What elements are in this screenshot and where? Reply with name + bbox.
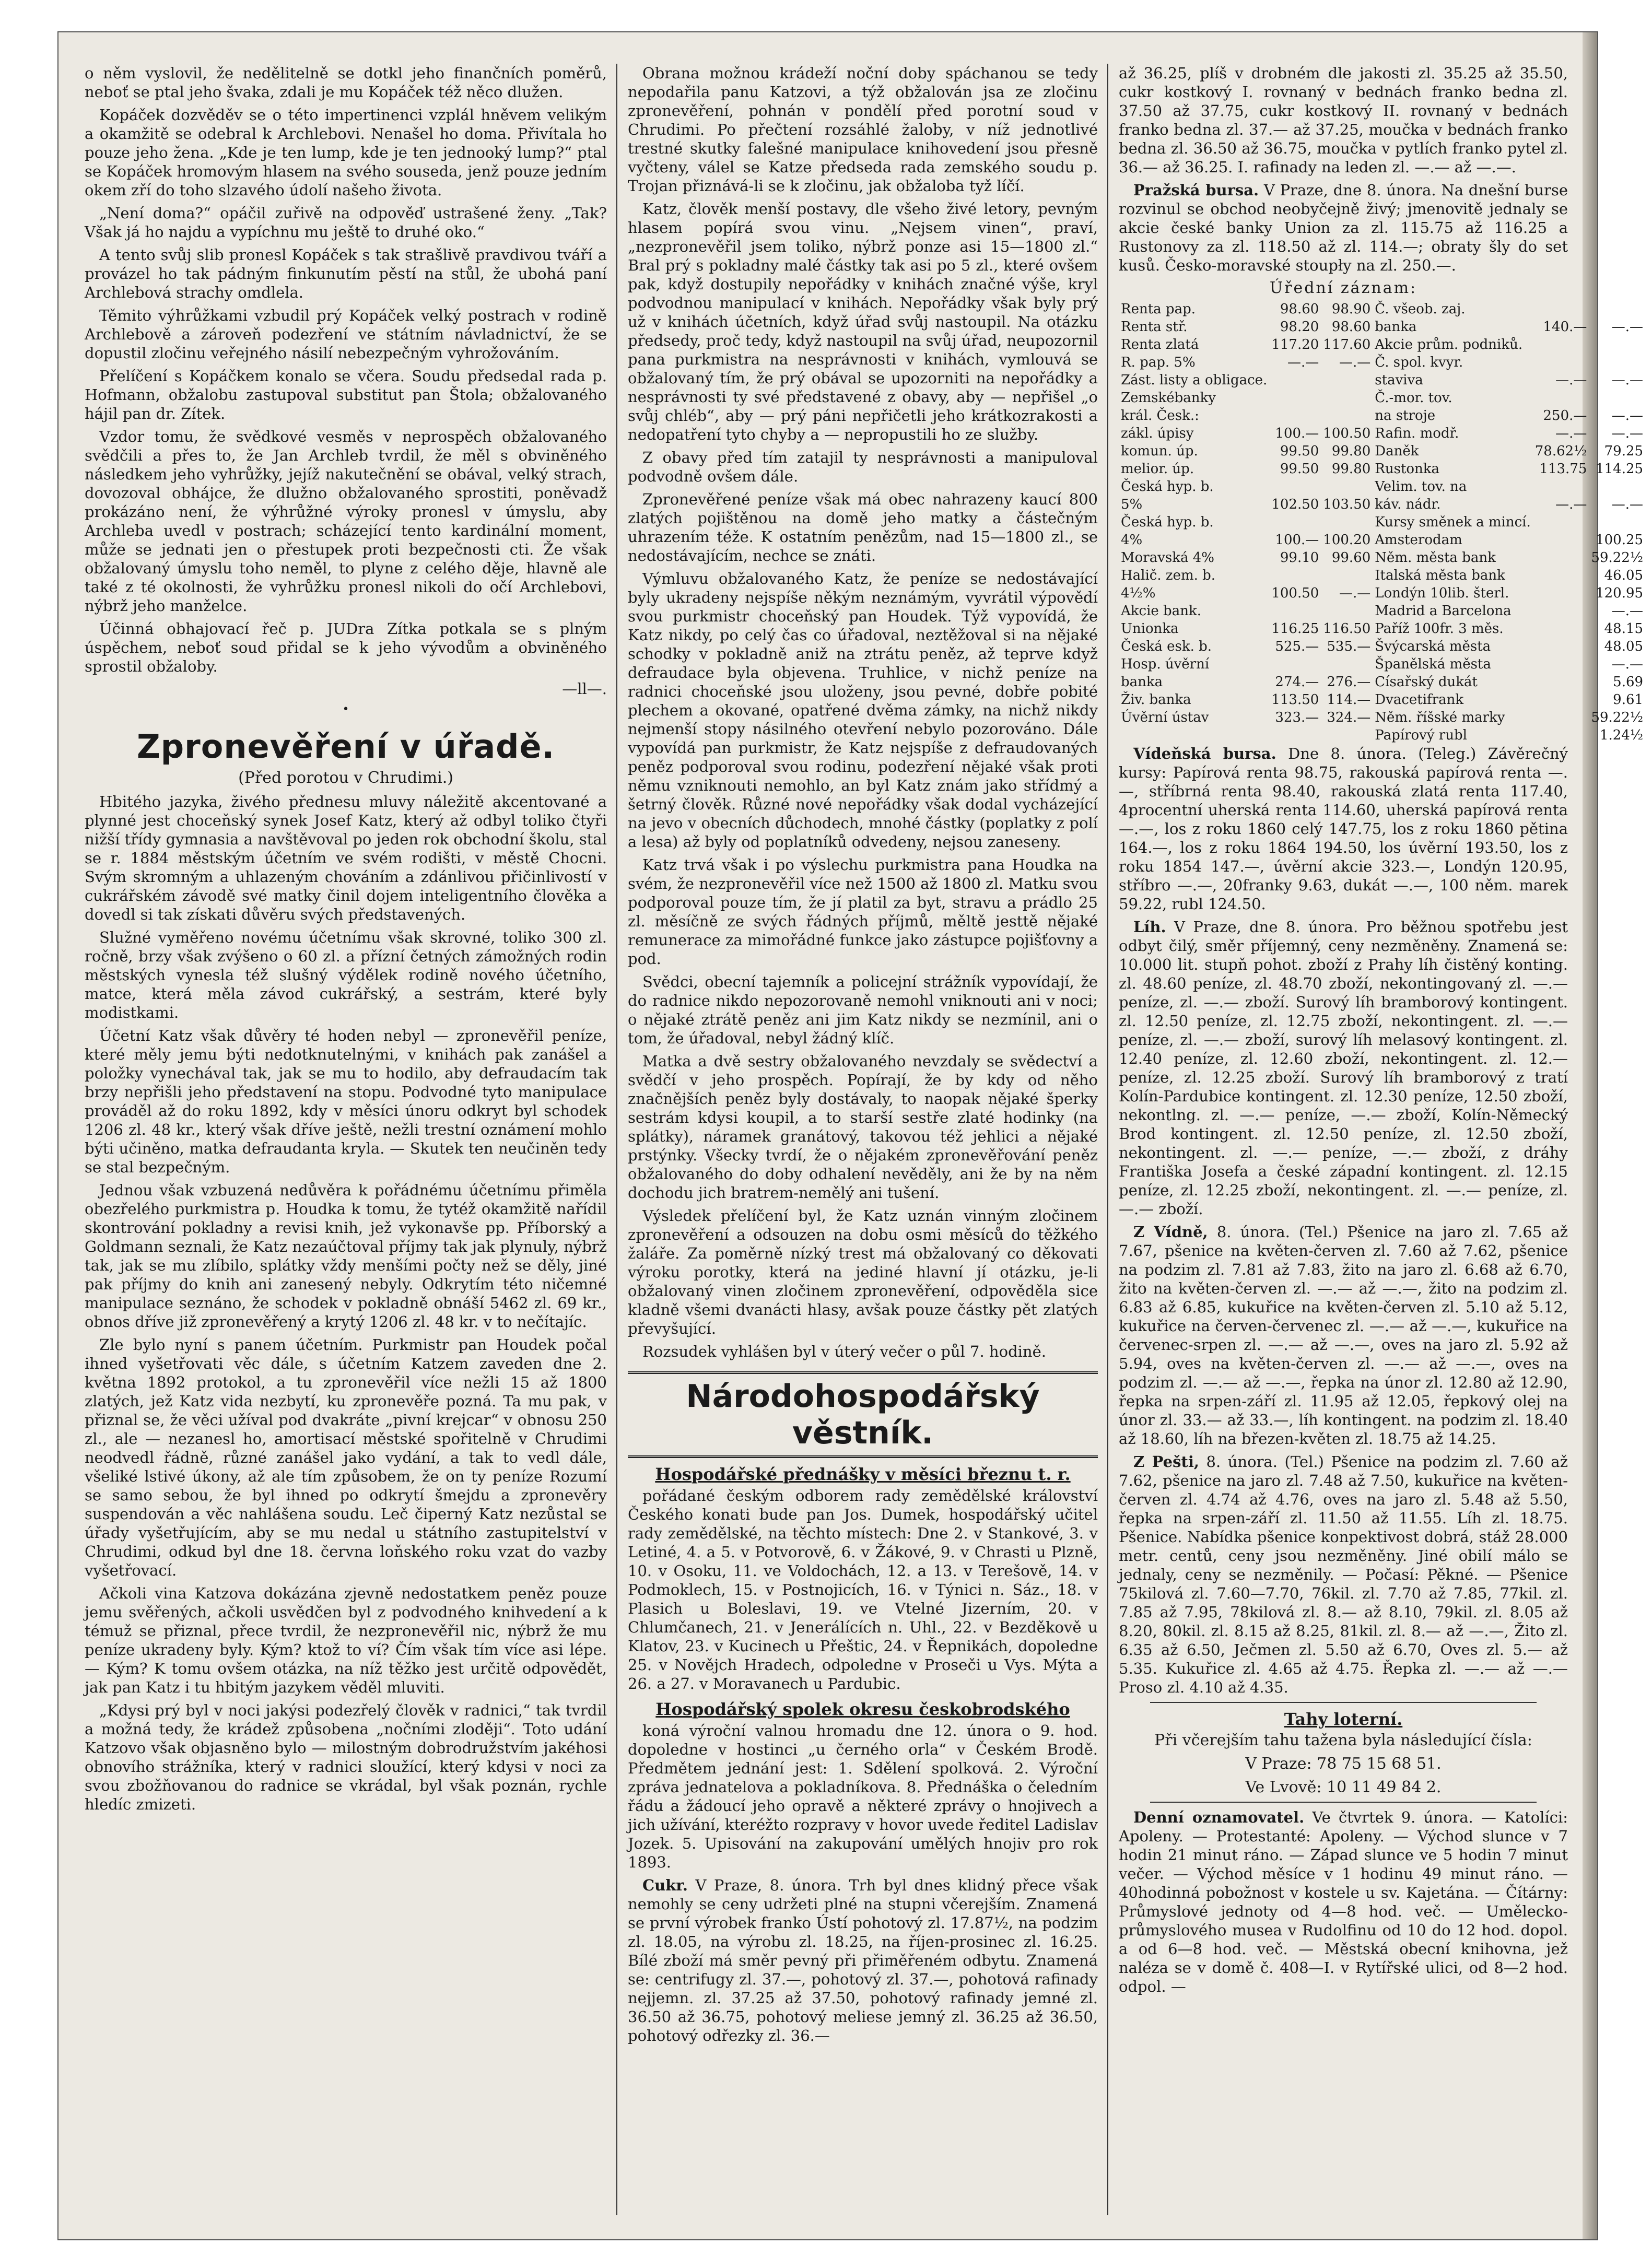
quote-row [1119,549,1645,567]
quote-cell [1269,726,1321,744]
quote-cell [1321,513,1373,531]
quote-cell [1269,389,1321,407]
quote-cell: R. pap. 5% [1121,355,1196,370]
quote-cell [1589,513,1645,531]
quote-row [1119,371,1645,389]
column-3 [1119,64,1644,2220]
lottery-text: Při včerejším tahu tažena byla následující čísla: [1154,1731,1532,1749]
quote-cell: 5.69 [1613,674,1644,690]
quote-cell: 98.60 [1280,301,1319,317]
quote-cell [1533,567,1589,584]
column-rule-1 [616,64,617,2215]
column-1 [85,64,607,2220]
quote-row [1119,300,1645,318]
quote-cell: 114.— [1327,692,1371,708]
quote-cell: Moravská 4% [1121,550,1215,566]
quote-cell: 113.75 [1539,461,1587,477]
notice-text: koná výroční valnou hromadu dne 12. února o 9. hod. dopoledne v hostinci „u černého orla“ v Českém Brodě. Předmětem jednání jest: 1. Sdělení spolková. 2. Výroční zpráva jednatelova a pokladníkova. 8. Přednáška o čeledním řádu a žádoucí jeho opravě a některé zprávy o hnojivech a jich užívání, kteréžto rozpravy v hovor uvede ředitel Ladislav Jozek. 5. Upisování na zakupování umělých hnojiv pro rok 1893. [628,1722,1098,1871]
quote-cell: —.— [1287,355,1319,370]
article-paragraph: Kopáček dozvěděv se o této impertinenci vzplál hněvem velikým a okamžitě se odebral k Archlebovi. Nenašel ho doma. Přivítala ho pouze jeho žena. „Kde je ten lump, kde je ten jednooký lump?“ ptal se Kopáček hromovým hlasem na svého souseda, jenž pouze jedním okem zří do toho slzavého údolí našeho života. [85,106,607,199]
quote-cell [1533,336,1589,354]
quote-cell: zákl. úpisy [1121,426,1194,441]
quote-cell: banka [1121,674,1163,690]
quote-cell: Renta pap. [1121,301,1196,317]
quote-cell: Živ. banka [1121,692,1191,708]
quote-cell: komun. úp. [1121,443,1198,459]
article-paragraph: „Není doma?“ opáčil zuřivě na odpověď ustrašené ženy. „Tak? Však já ho najdu a vypíchnu mu ještě to druhé oko.“ [85,204,607,241]
quote-cell: Daněk [1375,443,1419,459]
market-text [1119,918,1568,1218]
quote-cell [1533,478,1589,496]
quote-row [1119,442,1645,460]
quote-cell: 120.95 [1596,585,1644,601]
quote-cell: —.— [1611,426,1644,441]
quote-cell: —.— [1611,603,1644,619]
article-paragraph: Vzdor tomu, že svědkové vesměs v neprospěch obžalovaného svědčili a přes to, že Jan Archleb tvrdil, že měl s obviněného následkem jeho vyhrůžky, jejíž nakutečnění se obával, velký strach, dovozoval obhájce, že dlužno obžalovaného sprostiti, poněvadž prokázáno není, že výhrůžné výroky pronesl v úmyslu, aby Archleba uvedl v postrach; scházející tento kardinální moment, může se jednati jen o přestupek proti bezpečnosti cti. Že však obžalovaný úmyslu toho neměl, to plyne z celého děje, hlavně ale také z té okolnosti, že vyhrůžku pronesl nikoli do očí Archlebovi, nýbrž jeho manželce. [85,428,607,615]
market-text [1119,744,1568,913]
quote-cell: Česká hyp. b. [1121,514,1214,530]
quote-cell: 116.50 [1323,621,1371,637]
article-paragraph: Hbitého jazyka, živého přednesu mluvy náležitě akcentované a plynné jest choceňský synek Josef Katz, který až odbyl toliko čtyři nižší třídy gymnasia a navštěvoval po jeden rok obchodní školu, stal se r. 1884 městským účetním ve svém rodišti, v městě Chocni. Svým skromným a uhlazeným chováním a zdánlivou přičinlivostí v cukrářském závodě své matky činil dojem inteligentního člověka a dovedl si tak získati důvěru svých představených. [85,793,607,923]
quote-cell [1533,620,1589,638]
daily-title: Denní oznamovatel. [1133,1808,1305,1826]
article-paragraph: Služné vyměřeno novému účetnímu však skrovné, toliko 300 zl. ročně, brzy však zvýšeno o 60 zl. a přízní četných zámožných rodin městských vynesla též slušný výdělek rodině nového účetního, matce, která měla závod cukrářský, a sestrám, které byly modistkami. [85,929,607,1021]
quote-cell: 48.05 [1604,639,1644,654]
notice-title: Hospodářský spolek okresu českobrodského [655,1699,1070,1719]
quote-cell [1321,371,1373,389]
market-text [1119,1223,1568,1448]
article-paragraph: A tento svůj slib pronesl Kopáček s tak strašlivě pravdivou tváří a provázel ho tak pádným finkunutím pěstí na stůl, že ubohá paní Archlebová strachy omdlela. [85,246,607,301]
quote-cell: Akcie prům. podniků. [1375,337,1523,352]
article-headline: Zpronevěření v úřadě. [136,727,555,766]
article-paragraph: Rozsudek vyhlášen byl v úterý večer o půl 7. hodině. [642,1343,1046,1360]
quote-cell: 98.60 [1331,319,1371,335]
quote-cell [1533,513,1589,531]
quote-row [1119,655,1645,673]
quote-cell: 116.25 [1271,621,1319,637]
quote-row [1119,336,1645,354]
article-paragraph: Ačkoli vina Katzova dokázána zjevně nedostatkem peněz pouze jemu svěřených, ačkoli usvědčen byl z podvodného knihvedení a k témuž se přiznal, přece tvrdil, že nezpronevěřil nic, nýbrž že mu peníze ukradeny byly. Kým? ktož to ví? Čím však tím více asi lépe. — Kým? K tomu ovšem otázka, na níž těžko jest určitě odpovědět, jak pan Katz i tu hbitým jazykem věděl mluviti. [85,1584,607,1696]
quote-row [1119,602,1645,620]
quote-cell: 114.25 [1596,461,1644,477]
quote-cell: Italská města bank [1375,568,1505,583]
market-title: Líh. [1133,918,1166,936]
notice-title: Hospodářské přednášky v měsíci březnu t. r. [655,1464,1071,1484]
quote-cell: 4½% [1121,585,1156,601]
quote-cell [1533,638,1589,655]
section-separator: • [342,703,349,716]
quote-cell [1269,655,1321,673]
quote-row [1119,531,1645,549]
quote-row [1119,354,1645,371]
quote-cell: 100.25 [1596,532,1644,548]
quote-cell: Císařský dukát [1375,674,1478,690]
quote-cell: 274.— [1275,674,1319,690]
article-paragraph: Přelíčení s Kopáčkem konalo se včera. Soudu předsedal rada p. Hofmann, obžalobu zastupoval substitut pan Štola; obžalovaného hájil pan dr. Zítek. [85,367,607,422]
quote-row [1119,567,1645,584]
quote-cell: Kursy směnek a mincí. [1375,514,1531,530]
quote-cell: 324.— [1327,710,1371,725]
quotes-title: Úřední záznam: [1269,279,1417,297]
quote-cell [1533,389,1589,407]
market-text [1119,1452,1568,1697]
article-signature: —ll—. [562,680,607,698]
quote-cell: na stroje [1375,408,1436,424]
quote-cell: Česká hyp. b. [1121,479,1214,495]
quote-cell: Česká esk. b. [1121,639,1212,654]
article-paragraph: Účinná obhajovací řeč p. JUDra Zítka potkala se s plným úspěchem, neboť soud přidal se k jeho vývodům a obviněného sprostil obžaloby. [85,620,607,675]
quote-cell: Akcie bank. [1121,603,1201,619]
quote-row [1119,673,1645,691]
quote-row [1119,407,1645,425]
quote-cell: —.— [1555,426,1587,441]
quote-cell: banka [1375,319,1417,335]
quote-cell: Unionka [1121,621,1179,637]
article-paragraph: Matka a dvě sestry obžalovaného nevzdaly se svědectví a svědčí v jeho prospěch. Popírají, že by kdy od něho značnějších peněz byly dostávaly, to naopak nějaké šperky sestrám kdysi koupil, a to starší sestře zlaté hodinky (na splátky), náramek granátový, takovou též jehlici a nějaké prstýnky. Všecky tvrdí, že o nějakém zpronevěřování peněz obžalovaného do doby odhalení nevěděly, ani že by na něm dochodu jich bratrem-nemělý ani tušení. [628,1052,1098,1202]
market-body: 8. února. (Tel.) Pšenice na jaro zl. 7.65 až 7.67, pšenice na květen-červen zl. 7.60 až 7.62, pšenice na podzim zl. 7.81 až 7.83, žito na jaro zl. 6.68 až 6.70, žito na květen-červen zl. —.— až —.—, žito na podzim zl. 6.83 až 6.85, kukuřice na květen-červen zl. 5.10 až 5.12, kukuřice na červen-červenec zl. —.— až —.—, kukuřice na červenec-srpen zl. —.— až —.—, oves na jaro zl. 5.92 až 5.94, oves na květen-červen zl. —.— až —.—, oves na podzim zl. —.— až —.—, řepka na únor zl. 12.80 až 12.90, řepka na srpen-září zl. 11.95 až 12.05, řepkový olej na únor zl. 33.— až 33.—, líh kontingent. na podzim zl. 18.40 až 18.60, líh na březen-květen zl. 18.75 až 14.25. [1119,1223,1568,1448]
quote-cell: 59.22½ [1591,550,1644,566]
quote-cell [1269,602,1321,620]
quote-cell: Zást. listy a obligace. [1121,372,1268,388]
quote-cell: 99.60 [1331,550,1371,566]
quote-cell: 78.62½ [1534,443,1587,459]
quote-cell: Zemskébanky [1121,390,1216,406]
quote-cell [1533,726,1589,744]
quote-row [1119,318,1645,336]
quote-cell [1269,407,1321,425]
article-paragraph: Jednou však vzbuzená nedůvěra k pořádnému účetnímu přiměla obezřelého purkmistra p. Houdka k tomu, že tytéž okamžitě nařídil skontrování pokladny a revisi knih, jež vykonavše pp. Příborský a Goldmann seznali, že Katz nezaúčtoval příjmy tak jak plynuly, nýbrž tak, jak se mu zlíbilo, splátky vždy menšími počty než se děly, jiné pak příjmy do knih ani zanesený nebyly. Odkrytím této ničemné manipulace seznáno, že schodek v pokladně obnáší 5462 zl. 69 kr., obnos dříve již zpronevěřený a krytý 1206 zl. 48 kr. v to nečítajíc. [85,1181,607,1331]
market-title: Vídeňská bursa. [1133,745,1276,762]
quote-row [1119,425,1645,442]
quote-cell: 46.05 [1604,568,1644,583]
quote-cell: —.— [1611,656,1644,672]
quote-cell [1533,691,1589,709]
quote-cell: 98.20 [1280,319,1319,335]
quote-cell: —.— [1611,319,1644,335]
quote-cell [1321,407,1373,425]
lottery-prague: V Praze: 78 75 15 68 51. [1245,1755,1442,1773]
quote-cell: —.— [1611,408,1644,424]
quote-cell [1589,389,1645,407]
quote-cell: 250.— [1543,408,1587,424]
quote-cell: Č. spol. kvyr. [1375,355,1463,370]
quotes-table [1119,300,1645,744]
market-title: Z Pešti, [1133,1453,1199,1471]
market-text: až 36.25, plíš v drobném dle jakosti zl. 35.25 až 35.50, cukr kostkový I. rovnaný v bednách franko bedna zl. 37.50 až 37.75, cukr kostkový II. rovnaný v bednách franko bedna zl. 37.— až 37.25, moučka v bednách franko bedna zl. 36.50 až 36.75, moučka v pytlích franko pytel zl. 36.— až 36.25. I. rafinady na leden zl. —.— až —.—. [1119,64,1568,176]
article-paragraph: Výsledek přelíčení byl, že Katz uznán vinným zločinem zpronevěření a odsouzen na dobu osmi měsíců do těžkého žaláře. Za poměrně nízký trest má obžalovaný co děkovati výroku porotky, která na jediné hlavní jí otázku, je-li obžalovaný vinen zločinem zpronevěření, odpověděla sice kladně všemi dvanácti hlasy, avšak pouze částky pět zlatých převyšující. [628,1207,1098,1337]
quote-cell [1269,371,1321,389]
quote-cell: Švýcarská města [1375,639,1491,654]
market-title: Pražská bursa. [1133,181,1259,199]
quote-cell: káv. nádr. [1375,497,1441,512]
market-body: Dne 8. února. (Teleg.) Závěrečný kursy: Papírová renta 98.75, rakouská papírová renta —.—, stříbrná renta 98.40, rakouská zlatá renta 117.40, 4procentní uherská renta 114.60, uherská papírová renta —.—, los z roku 1860 celý 147.75, los z roku 1860 pětina 164.—, los z roku 1864 194.50, los úvěrní 193.50, los z roku 1854 147.—, úvěrní akcie 323.—, Londýn 120.95, stříbro —.—, 20franky 9.63, dukát —.—, 100 něm. marek 59.22, rubl 124.50. [1119,745,1568,913]
quote-cell: 535.— [1327,639,1371,654]
quote-cell [1533,354,1589,371]
quote-cell [1533,531,1589,549]
quote-cell: 4% [1121,532,1143,548]
article-paragraph: Zle bylo nyní s panem účetním. Purkmistr pan Houdek počal ihned vyšetřovati věc dále, s účetním Katzem zaveden dne 2. května 1892 protokol, a tu zpronevěřil více nežli 15 až 1800 zlatých, jež Katz vida nezbytí, ku zpronevěře pozná. Ta mu pak, v přiznal se, že věci užíval pod dvakráte „pivní krejcar“ v obnosu 250 zl., ale — nezanesl ho, amortisací městské spořitelně v Chrudimi neodvedl řádně, různé zanášel jako vydání, a tak to vedl dále, všeliké lstivé úkony, až ale tím způsobem, že on ty peníze Rozumí se samo sebou, že byl ihned po odkrytí šmejdu a zpronevěry suspendován a věc nahlášena soudu. Leč čiperný Katz nezůstal se úřady vyšetřujícím, aby se mu nedal u státního zastupitelství v Chrudimi, odkud byl dne 18. června loňského roku vzat do vazby vyšetřovací. [85,1336,607,1579]
article-paragraph: Účetní Katz však důvěry té hoden nebyl — zpronevěřil peníze, které měly jemu býti nedotknutelnými, v knihách pak zanášel a položky vynechával tak, jak se mu to hodilo, aby defraudacím tak brzy nepřišli jeho představení na stopu. Podvodné tyto manipulace prováděl až do roku 1892, kdy v měsíci únoru odkryt byl schodek 1206 zl. 48 kr., který však dříve ještě, nežli trestní oznámení mohlo býti učiněno, matka defraudanta kryla. — Skutek ten neučiněn tedy se stal bezpečným. [85,1027,607,1176]
quote-cell: —.— [1339,355,1371,370]
article-paragraph: Obrana možnou krádeží noční doby spáchanou se tedy nepodařila panu Katzovi, a týž obžalován jsa ze zločinu zpronevěření, pohnán v pondělí před porotní soud v Chrudimi. Po přečtení rozsáhlé žaloby, v níž jednotlivé trestné skutky falešné manipulace knihovedení jsou přesně vyčteny, válel se Katze předseda rada zemského soudu p. Trojan přiznává-li se k zločinu, jak obžaloba tyž líčí. [628,64,1098,195]
notice-text [628,1876,1098,2045]
quote-cell [1589,300,1645,318]
quote-cell [1589,478,1645,496]
quote-cell [1321,478,1373,496]
article-paragraph: „Kdysi prý byl v noci jakýsi podezřelý člověk v radnici,“ tak tvrdil a možná tedy, že krádež způsobena „nočními zloději“. Toto udání Katzovo však objasněno bylo — milostným dobrodružstvím jakéhosi obnovího strážníka, který v radnici sloužící, který kdysi v noci za svou zbožňovanou do radnice se vkrádal, byl však poznán, rychle hledíc zmizeti. [85,1701,607,1813]
quote-cell [1269,478,1321,496]
quote-cell: 323.— [1275,710,1319,725]
quote-cell: Něm. města bank [1375,550,1496,566]
market-text [1119,181,1568,275]
quote-cell [1533,655,1589,673]
article-paragraph: Svědci, obecní tajemník a policejní strážník vypovídají, že do radnice nikdo nepozorovaně nemohl vniknouti ani v noci; o nějaké ztrátě peněz ani jim Katz nikdy se nezmínil, ani o tom, že úřadoval, nebyl žádný klíč. [628,973,1098,1047]
quote-cell: 48.15 [1604,621,1644,637]
divider [1150,1702,1537,1703]
quote-cell: Dvacetifrank [1375,692,1464,708]
daily-notice [1119,1808,1568,1996]
market-body: 8. února. (Tel.) Pšenice na podzim zl. 7.60 až 7.62, pšenice na jaro zl. 7.48 až 7.50, kukuřice na květen-červen zl. 4.74 až 4.76, oves na jaro zl. 5.48 až 5.50, řepka na srpen-září zl. 11.50 až 11.55. Líh zl. 18.75. Pšenice. Nabídka pšenice konpektivost dobrá, stáž 28.000 metr. centů, ceny jsou nezměněny. Jiné obilí málo se jednaly, ceny se nezměnily. — Počasí: Pěkné. — Pšenice 75kilová zl. 7.60—7.70, 76kil. zl. 7.70 až 7.85, 77kil. zl. 7.85 až 7.95, 78kilová zl. 8.— až 8.10, 79kil. zl. 8.05 až 8.20, 80kil. zl. 8.15 až 8.25, 81kil. zl. 8.— až —.—, Žito zl. 6.35 až 6.50, Ječmen zl. 5.50 až 6.70, Oves zl. 5.— až 5.35. Kukuřice zl. 4.65 až 4.75. Řepka zl. —.— až —.— Proso zl. 4.10 až 4.35. [1119,1453,1568,1696]
quote-cell: 117.20 [1271,337,1319,352]
quote-cell [1533,602,1589,620]
quote-cell [1269,513,1321,531]
quote-cell [1269,567,1321,584]
quote-row [1119,620,1645,638]
quote-cell: 9.61 [1613,692,1644,708]
quote-cell: Velim. tov. na [1375,479,1467,495]
quote-row [1119,638,1645,655]
quote-cell [1533,300,1589,318]
quote-cell: Úvěrní ústav [1121,710,1209,725]
quote-cell: 99.80 [1331,443,1371,459]
quote-cell: 1.24½ [1599,727,1644,743]
notice-text: pořádané českým odborem rady zemědělské království Českého konati bude pan Jos. Dumek, hospodářský učitel rady zemědělské, na těchto místech: Dne 2. v Stankové, 3. v Letiné, 4. a 5. v Potvorově, 6. v Žákové, 9. v Chrasti u Plzně, 10. v Osoku, 11. ve Voldochách, 12. a 13. v Terešově, 14. v Podmoklech, 15. v Postnojicích, 16. v Týnici n. Sáz., 18. v Plasich u Boleslavi, 19. ve Vtelné Jizerním, 20. v Chlumčanech, 21. v Jenerálících n. Uhl., 22. v Bezděkově u Klatov, 23. v Kucinech u Přeštic, 24. v Řepnikách, dopoledne 25. v Novějch Hradech, odpoledne v Proseči u Vys. Mýta a 26. a 27. v Moravanech u Pardubic. [628,1487,1098,1693]
notice-body: V Praze, 8. února. Trh byl dnes klidný přece však nemohly se ceny udržeti plné na stupni včerejším. Znamená se první výrobek franko Ústí pohotový zl. 17.87½, na podzim zl. 18.05, na výrobu zl. 18.25, na říjen-prosinec zl. 16.25. Bílé zboží má směr pevný při přiměřeném odbytu. Znamená se: centrifugy zl. 37.—, pohotový zl. 37.—, pohotová rafinady nejjemn. zl. 37.25 až 37.50, pohotový rafinady jemné zl. 36.50 až 36.75, pohotový meliese jemný zl. 36.25 až 36.50, pohotový odřezky zl. 36.— [628,1876,1098,2044]
column-rule-2 [1107,64,1108,2215]
quote-row [1119,478,1645,496]
quote-row [1119,513,1645,531]
article-paragraph: Katz, člověk menší postavy, dle všeho živé letory, pevným hlasem popírá svou vinu. „Nejsem vinen“, praví, „nezpronevěřil jsem toliko, nýbrž ponze asi 15—1800 zl.“ Bral prý s pokladny malé částky tak asi po 5 zl., které ovšem pak, když dostupily nepořádky v knihách značné výše, kryl podvodnou manipulací v knihách. Nepořádky však byly prý už v knihách účetních, když úřad svůj nastoupil. Na otázku předsedy, proč tedy, když nastoupil na svůj úřad, neupozornil pana purkmistra na nesprávnosti v knihách, vymlouvá se obžalovaný tím, že prý obával se upozorniti na nepořádky a nesprávnosti ty své představené z obavy, aby — nepřišel „o svůj chléb“, aby — prý páni nepřičetli jeho krátkozrakosti a nedopatření tyto chyby a — nepropustili ho ze služby. [628,200,1098,443]
quote-cell [1321,726,1373,744]
quote-cell [1321,567,1373,584]
quote-cell: 79.25 [1604,443,1644,459]
quote-cell [1321,602,1373,620]
quote-cell [1589,336,1645,354]
newspaper-page [57,31,1644,2240]
quote-cell: —.— [1611,497,1644,512]
lottery-lvov: Ve Lvově: 10 11 49 84 2. [1245,1778,1442,1796]
quote-cell: Renta zlatá [1121,337,1199,352]
quote-cell: 99.80 [1331,461,1371,477]
quote-cell: Londýn 10lib. šterl. [1375,585,1509,601]
quote-cell: 99.10 [1280,550,1319,566]
lottery-title: Tahy loterní. [1284,1709,1403,1729]
quote-cell: —.— [1611,372,1644,388]
quote-row [1119,726,1645,744]
quote-cell: 525.— [1275,639,1319,654]
quote-row [1119,496,1645,513]
quote-cell: Něm. říšské marky [1375,710,1505,725]
article-paragraph: Katz trvá však i po výslechu purkmistra pana Houdka na svém, že nezpronevěřil více než 1500 až 1800 zl. Matku svou podporoval pouze tím, že jí platil za byt, stravu a prádlo 25 zl. měsíčně ze svých řádných příjmů, měltě jesttě nějaké remunerace za mimořádné funkce jako zástupce pojišťovny a pod. [628,856,1098,968]
quote-row [1119,584,1645,602]
market-body: V Praze, dne 8. února. Pro běžnou spotřebu jest odbyt čilý, směr příjemný, ceny nezměněny. Znamená se: 10.000 lit. stupň pohot. zboží z Prahy líh čistěný konting. zl. 48.60 peníze, zl. 48.70 zboží, nekontingovaný zl. —.— peníze, zl. —.— zboží. Surový líh bramborový kontingent. zl. 12.50 peníze, zl. 12.75 zboží, nekontingent. zl. —.— peníze, zl. —.— zboží, surový líh melasový kontingent. zl. 12.40 peníze, zl. 12.60 zboží, nekontingent. zl. 12.— peníze, zl. 12.25 zboží. Surový líh bramborový z tratí Kolín-Pardubice kontingent. zl. 12.30 peníze, 12.50 zboží, nekontlng. zl. —.— peníze, —.— zboží, Kolín-Německý Brod kontingent. zl. 12.50 peníze, zl. 12.50 zboží, nekontingent. zl. —.— peníze, —.— zboží, z dráhy Františka Josefa a české západní kontingent. zl. 12.15 peníze, zl. 12.25 zboží, nekontingent. zl. —.— peníze, zl. —.— zboží. [1119,918,1568,1218]
quote-cell: 103.50 [1323,497,1371,512]
quote-row [1119,460,1645,478]
quote-cell: 140.— [1543,319,1587,335]
quote-cell: 102.50 [1271,497,1319,512]
divider [1150,1802,1537,1803]
quote-cell: 100.50 [1323,426,1371,441]
quote-cell: král. Česk.: [1121,408,1199,424]
quote-cell: 98.90 [1331,301,1371,317]
quote-cell: 100.— [1275,426,1319,441]
quote-row [1119,691,1645,709]
quote-cell: —.— [1555,372,1587,388]
quote-cell: 276.— [1327,674,1371,690]
daily-body: Ve čtvrtek 9. února. — Katolíci: Apoleny. — Protestanté: Apoleny. — Východ slunce v 7 hodin 21 minut ráno. — Západ slunce ve 5 hodin 7 minut večer. — Východ měsíce v 1 hodinu 49 minut ráno. — 40hodinná pobožnost v kostele u sv. Kajetána. — Čítárny: Průmyslové jednoty od 4—8 hod. več. — Umělecko-průmyslového musea v Rudolfinu od 10 do 12 hod. dopol. a od 6—8 hod. več. — Městská obecní knihovna, jež naléza se v domě č. 408—I. v Rytířské ulici, od 8—2 hod. odpol. — [1119,1808,1568,1995]
quote-cell: staviva [1375,372,1423,388]
quote-cell [1589,354,1645,371]
quote-cell: 99.50 [1280,461,1319,477]
article-paragraph: Z obavy před tím zatajil ty nesprávnosti a manipuloval podvodně ovšem dále. [628,449,1098,485]
quote-cell [1533,673,1589,691]
section-headline: Národohospodářský věstník. [628,1371,1098,1458]
article-paragraph: Výmluvu obžalovaného Katz, že peníze se nedostávající byly ukradeny nejspíše někým neznámým, vyvrátil výpovědí svou purkmistr choceňský pan Houdek. Týž vypovídá, že Katz nikdy, po celý čas co úřadoval, neztěžoval si na nějaké schodky v pokladně aniž na ztrátu peněz, až teprve když defraudace byla objevena. Truhlice, v nichž peníze na radnici choceňské jsou uloženy, jsou pevné, dobře pobité plechem a okované, opatřené dvěma zámky, na nichž nikdy nejmenší stopy násilného otevření nebylo pozorováno. Dále vypovídá pan purkmistr, že Katz nejspíše z defraudovaných peněz podporoval svou rodinu, podezření nějaké však proti němu vzniknouti nemohlo, an byl Katz znám jako střídmý a šetrný člověk. Různé nové nepořádky však dodal vycházející na jevo v obecních důchodech, mnohé částky (poplatky z polí a lesa) až byly od poplatníků odvedeny, nejsou zaneseny. [628,570,1098,851]
quote-cell: Madrid a Barcelona [1375,603,1512,619]
quote-cell: 100.50 [1271,585,1319,601]
quote-cell: Španělská města [1375,656,1491,672]
quote-cell: Renta stř. [1121,319,1188,335]
quote-cell: Paříž 100fr. 3 měs. [1375,621,1504,637]
quote-cell: Č.-mor. tov. [1375,390,1452,406]
quote-cell: —.— [1339,585,1371,601]
quote-cell: —.— [1555,497,1587,512]
quote-cell: 99.50 [1280,443,1319,459]
quote-row [1119,709,1645,726]
quote-cell: Rustonka [1375,461,1440,477]
notice-lead: Cukr. [642,1876,688,1894]
quote-cell [1533,709,1589,726]
quote-cell: Halič. zem. b. [1121,568,1216,583]
quote-cell: Amsterodam [1375,532,1462,548]
market-title: Z Vídně, [1133,1223,1208,1241]
quote-cell [1533,549,1589,567]
market-body: V Praze, dne 8. února. Na dnešní burse rozvinul se obchod neobyčejně živý; jmenovitě jednaly se akcie české banky Union za zl. 115.75 až 116.25 a Rustonovy za zl. 118.50 až zl. 114.—; obraty šly do set kusů. Česko-moravské stoupły na zl. 250.—. [1119,181,1568,274]
article-paragraph: Těmito výhrůžkami vzbudil prý Kopáček velký postrach v rodině Archlebově a zároveň podezření ve státním návladnictví, že se dopustil zločinu veřejného násilí nebezpečným vyhrožováním. [85,307,607,362]
quote-cell: 5% [1121,497,1143,512]
quote-cell [1321,389,1373,407]
article-paragraph: o něm vyslovil, že nedělitelně se dotkl jeho finančních poměrů, neboť se ptal jeho švaka, zdali je mu Kopáček též něco dlužen. [85,64,607,101]
quote-cell: melior. úp. [1121,461,1194,477]
quote-cell: Papírový rubl [1375,727,1467,743]
quote-cell: 113.50 [1271,692,1319,708]
quote-cell: 100.20 [1323,532,1371,548]
quote-cell [1533,584,1589,602]
article-subheadline: (Před porotou v Chrudimi.) [238,769,453,787]
quote-cell: 100.— [1275,532,1319,548]
quote-cell: Č. všeob. zaj. [1375,301,1466,317]
quote-cell: Rafin. modř. [1375,426,1459,441]
column-2 [628,64,1098,2220]
quote-cell [1119,726,1269,744]
quote-cell [1321,655,1373,673]
quote-cell: Hosp. úvěrní [1121,656,1210,672]
quote-cell: 59.22½ [1591,710,1644,725]
article-paragraph: Zpronevěřené peníze však má obec nahrazeny kaucí 800 zlatých pojištěnou na domě jeho matky a částečným uhrazením téže. K ostatním penězům, nad 15—1800 zl., se nedostávajícím, nechce se znáti. [628,490,1098,565]
quote-row [1119,389,1645,407]
quote-cell: 117.60 [1323,337,1371,352]
